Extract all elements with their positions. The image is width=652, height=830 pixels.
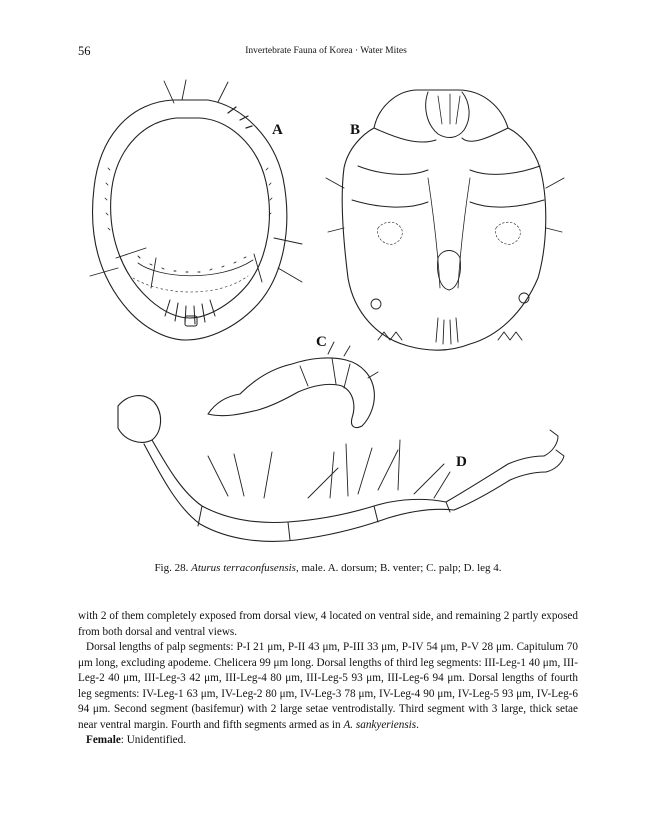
- caption-species: Aturus terraconfusensis: [191, 562, 296, 574]
- female-text: : Unidentified.: [120, 734, 187, 746]
- female-label: Female: [86, 734, 121, 746]
- panel-label-a: A: [272, 122, 283, 138]
- caption-text: , male. A. dorsum; B. venter; C. palp; D. leg 4.: [295, 562, 502, 574]
- page-number: 56: [78, 44, 91, 58]
- dorsal-shield: [111, 118, 270, 318]
- running-head: Invertebrate Fauna of Korea · Water Mites: [245, 46, 407, 56]
- body-text: [78, 609, 578, 749]
- panel-label-c: C: [316, 334, 327, 350]
- caption-prefix: Fig. 28.: [154, 562, 189, 574]
- venter-outline: [342, 90, 546, 350]
- dorsum-outline: [92, 100, 286, 340]
- figure-caption: [78, 562, 578, 574]
- paragraph-2-species: A. sankyeriensis: [343, 718, 417, 731]
- paragraph-2-end: .: [416, 718, 419, 731]
- panel-d-leg4-drawing: [118, 396, 564, 542]
- figure-28: [78, 78, 578, 548]
- panel-label-d: D: [456, 454, 467, 470]
- gnathosoma: [426, 92, 469, 137]
- palp-outline: [208, 358, 374, 428]
- paragraph-female: [78, 733, 578, 749]
- paragraph-1: with 2 of them completely exposed from dorsal view, 4 located on ventral side, and remaining 2 partly exposed from both dorsal and ventral views.: [78, 610, 578, 638]
- leg-lower-margin: [144, 444, 546, 541]
- leg-coxa: [118, 396, 161, 443]
- paragraph-2-text: Dorsal lengths of palp segments: P-I 21 μm, P-II 43 μm, P-III 33 μm, P-IV 54 μm, P-V 28 μm. Capitulum 70 μm long, excluding apodeme. Chelicera 99 μm long. Dorsal lengths of third leg segments: III-Leg-1 40 μm, III-Leg-2 40 μm, III-Leg-3 42 μm, III-Leg-4 80 μm, III-Leg-5 93 μm, III-Leg-6 94 μm. Dorsal lengths of fourth leg segments: IV-Leg-1 63 μm, IV-Leg-2 80 μm, IV-Leg-3 78 μm, IV-Leg-4 90 μm, IV-Leg-5 93 μm, IV-Leg-6 94 μm. Second segment (basifemur) with 2 large setae ventrodistally. Third segment with 3 large, thick setae near ventral margin. Fourth and fifth segments armed as in: [78, 641, 578, 731]
- panel-c-palp-drawing: [208, 334, 378, 428]
- panel-a-dorsum-drawing: [90, 80, 302, 340]
- leg-femur: [152, 440, 544, 522]
- panel-label-b: B: [350, 122, 361, 138]
- panel-b-venter-drawing: [326, 90, 564, 350]
- paragraph-2: [78, 640, 578, 733]
